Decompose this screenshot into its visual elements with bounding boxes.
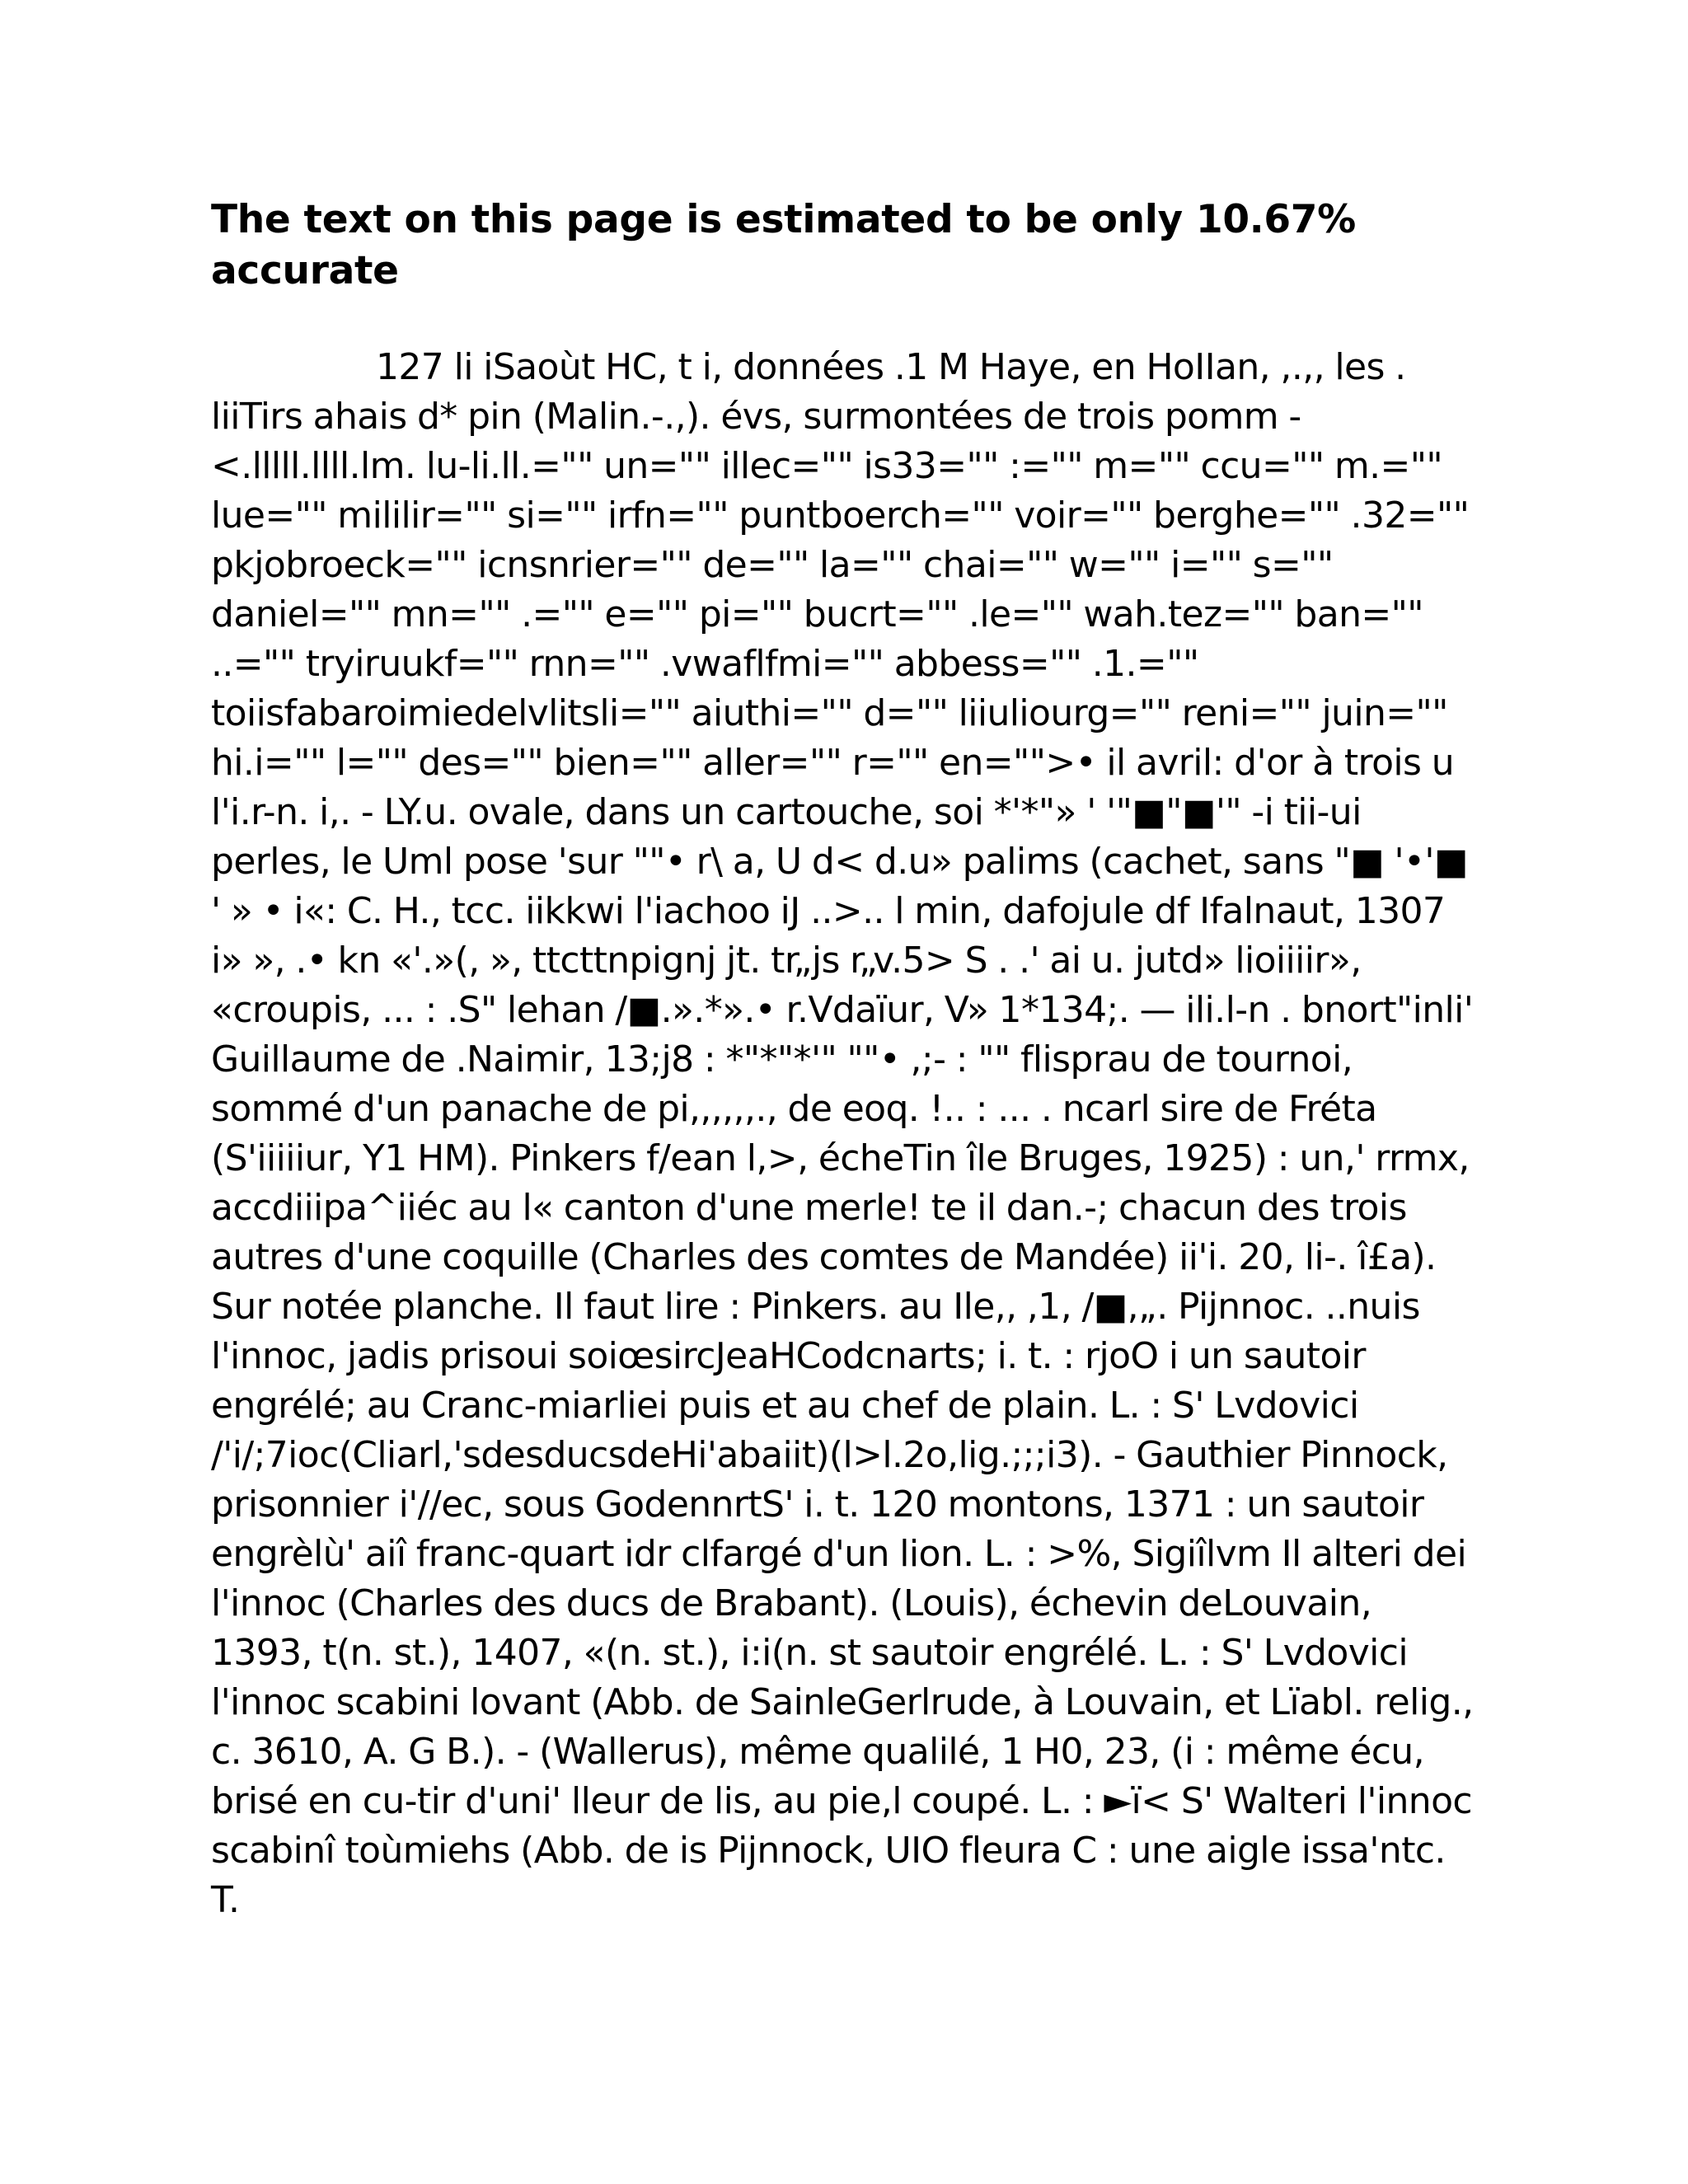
ocr-body-text: 127 li iSaoùt HC, t i, données .1 M Haye, en HoIIan, ,.,, les . liiTirs ahais d* pin (Malin.-.,). évs, surmontées de trois pomm - <.lllll.llll.lm. lu-li.ll.="" un="" illec="" is33="" :="" m="" ccu="" m.="" lue="" mililir="" si="" irfn="" puntboerch="" voir="" berghe="" .32="" pkjobroeck="" icnsnrier="" de="" la="" chai="" w="" i="" s="" daniel="" mn="" .="" e="" pi="" bucrt="" .le="" wah.tez="" ban="" ..="" tryiruukf="" rnn="" .vwaflfmi="" abbess="" .1.="" toiisfabaroimiedelvlitsli="" aiuthi="" d="" liiuliourg="" reni="" juin="" hi.i="" l="" des="" bien="" aller="" r="" en="">• il avril: d'or à trois u l'i.r-n. i,. - LY.u. ovale, dans un cartouche, soi *'*"» ' '"■"■'" -i tii-ui perles, le Uml pose 'sur ""• r\ a, U d< d.u» palims (cachet, sans "■ '•'■ ' » • i«: C. H., tcc. iikkwi l'iachoo iJ ..>.. l min, dafojule df Ifalnaut, 1307 i» », .• kn «'.»(, », ttcttnpignj jt. tr„js r„v.5> S . .' ai u. jutd» lioiiiir», «croupis, ... : .S" lehan /■.».*».• r.Vdaïur, V» 1*134;. — ili.l-n . bnort"inli' Guillaume de .Naimir, 13;j8 : *"*"*'" ""• ,;- : "" flisprau de tournoi, sommé d'un panache de pi,,,,,,., de eoq. !.. : ... . ncarl sire de Fréta (S'iiiiiur, Y1 HM). Pinkers f/ean l,>, écheTin île Bruges, 1925) : un,' rrmx, accdiiipa^iiéc au l« canton d'une merle! te il dan.-; chacun des trois autres d'une coquille (Charles des comtes de Mandée) ii'i. 20, li-. î£a). Sur notée planche. Il faut lire : Pinkers. au Ile,, ,1, /■,„. Pijnnoc. ..nuis l'innoc, jadis prisoui soiœsircJeaHCodcnarts; i. t. : rjoO i un sautoir engrélé; au Cranc-miarliei puis et au chef de plain. L. : S' Lvdovici /'i/;7ioc(Cliarl,'sdesducsdeHi'abaiit)(l>l.2o,lig.;;;i3). - Gauthier Pinnock, prisonnier i'//ec, sous GodennrtS' i. t. 120 montons, 1371 : un sautoir engrèlù' aiî franc-quart idr clfargé d'un lion. L. : >%, Sigiîlvm Il alteri dei l'innoc (Charles des ducs de Brabant). (Louis), échevin deLouvain, 1393, t(n. st.), 1407, «(n. st.), i:i(n. st sautoir engrélé. L. : S' Lvdovici l'innoc scabini lovant (Abb. de SainleGerlrude, à Louvain, et Lïabl. relig., c. 3610, A. G B.). - (Wallerus), même qualilé, 1 H0, 23, (i : même écu, brisé en cu-tir d'uni' lleur de lis, au pie,l coupé. L. : ►ï< S' Walteri l'innoc scabinî toùmiehs (Abb. de is Pijnnock, UIO fleura C : une aigle issa'ntc. T. <box>211 346 1474 1921</box>
document-page <box>211 194 1480 1925</box>
ocr-accuracy-notice: The text on this page is estimated to be only 10.67% accurate <box>211 197 1356 293</box>
